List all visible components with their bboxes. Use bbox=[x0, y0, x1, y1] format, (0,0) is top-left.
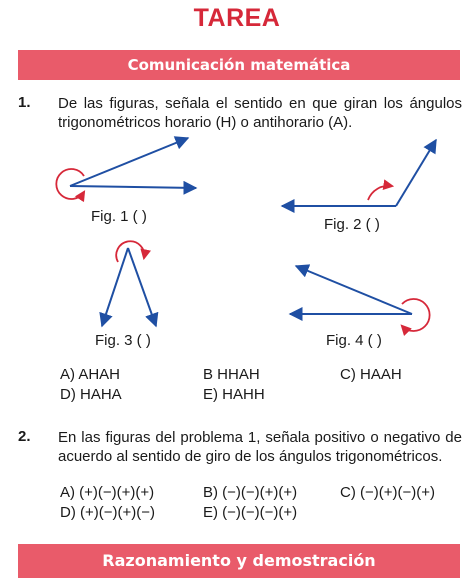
q2-option-d: D) (+)(−)(+)(−) bbox=[60, 504, 155, 521]
q2-option-b: B) (−)(−)(+)(+) bbox=[203, 484, 298, 501]
fig3-right-ray bbox=[128, 248, 156, 326]
q2-option-a: A) (+)(−)(+)(+) bbox=[60, 484, 155, 501]
figure-3 bbox=[102, 241, 156, 326]
figure-4 bbox=[290, 266, 430, 331]
q2-option-c: C) (−)(+)(−)(+) bbox=[340, 484, 435, 501]
fig4-terminal-ray bbox=[296, 266, 412, 314]
q1-option-e: E) HAHH bbox=[203, 386, 265, 403]
q1-option-c: C) HAAH bbox=[340, 366, 402, 383]
question-2-text: En las figuras del problema 1, señala positivo o negativo de acuerdo al sentido de giro de los ángulos trigonométricos. bbox=[58, 429, 462, 465]
figure-2 bbox=[282, 140, 436, 206]
q1-option-a: A) AHAH bbox=[60, 366, 121, 383]
page-title: TAREA bbox=[193, 4, 281, 32]
question-1-number: 1. bbox=[18, 94, 31, 111]
figure-2-label: Fig. 2 ( ) bbox=[324, 216, 380, 233]
q1-option-d: D) HAHA bbox=[60, 386, 122, 403]
fig1-rotation-arc bbox=[56, 169, 84, 199]
question-1-text: De las figuras, señala el sentido en que giran los ángulos trigonométricos horario (H) o antihorario (A). bbox=[58, 95, 462, 131]
figure-1 bbox=[56, 138, 196, 199]
fig1-terminal-ray bbox=[70, 138, 188, 186]
fig1-initial-ray bbox=[70, 186, 196, 188]
question-2-number: 2. bbox=[18, 428, 31, 445]
q2-option-e: E) (−)(−)(−)(+) bbox=[203, 504, 298, 521]
figure-3-label: Fig. 3 ( ) bbox=[95, 332, 151, 349]
fig3-left-ray bbox=[102, 248, 128, 326]
fig2-terminal-ray bbox=[396, 140, 436, 206]
q1-option-b: B HHAH bbox=[203, 366, 260, 383]
fig2-rotation-arc bbox=[368, 186, 392, 200]
figure-4-label: Fig. 4 ( ) bbox=[326, 332, 382, 349]
figure-1-label: Fig. 1 ( ) bbox=[91, 208, 147, 225]
section-header-comunicacion: Comunicación matemática bbox=[18, 50, 460, 80]
section-header-razonamiento: Razonamiento y demostración bbox=[18, 544, 460, 578]
